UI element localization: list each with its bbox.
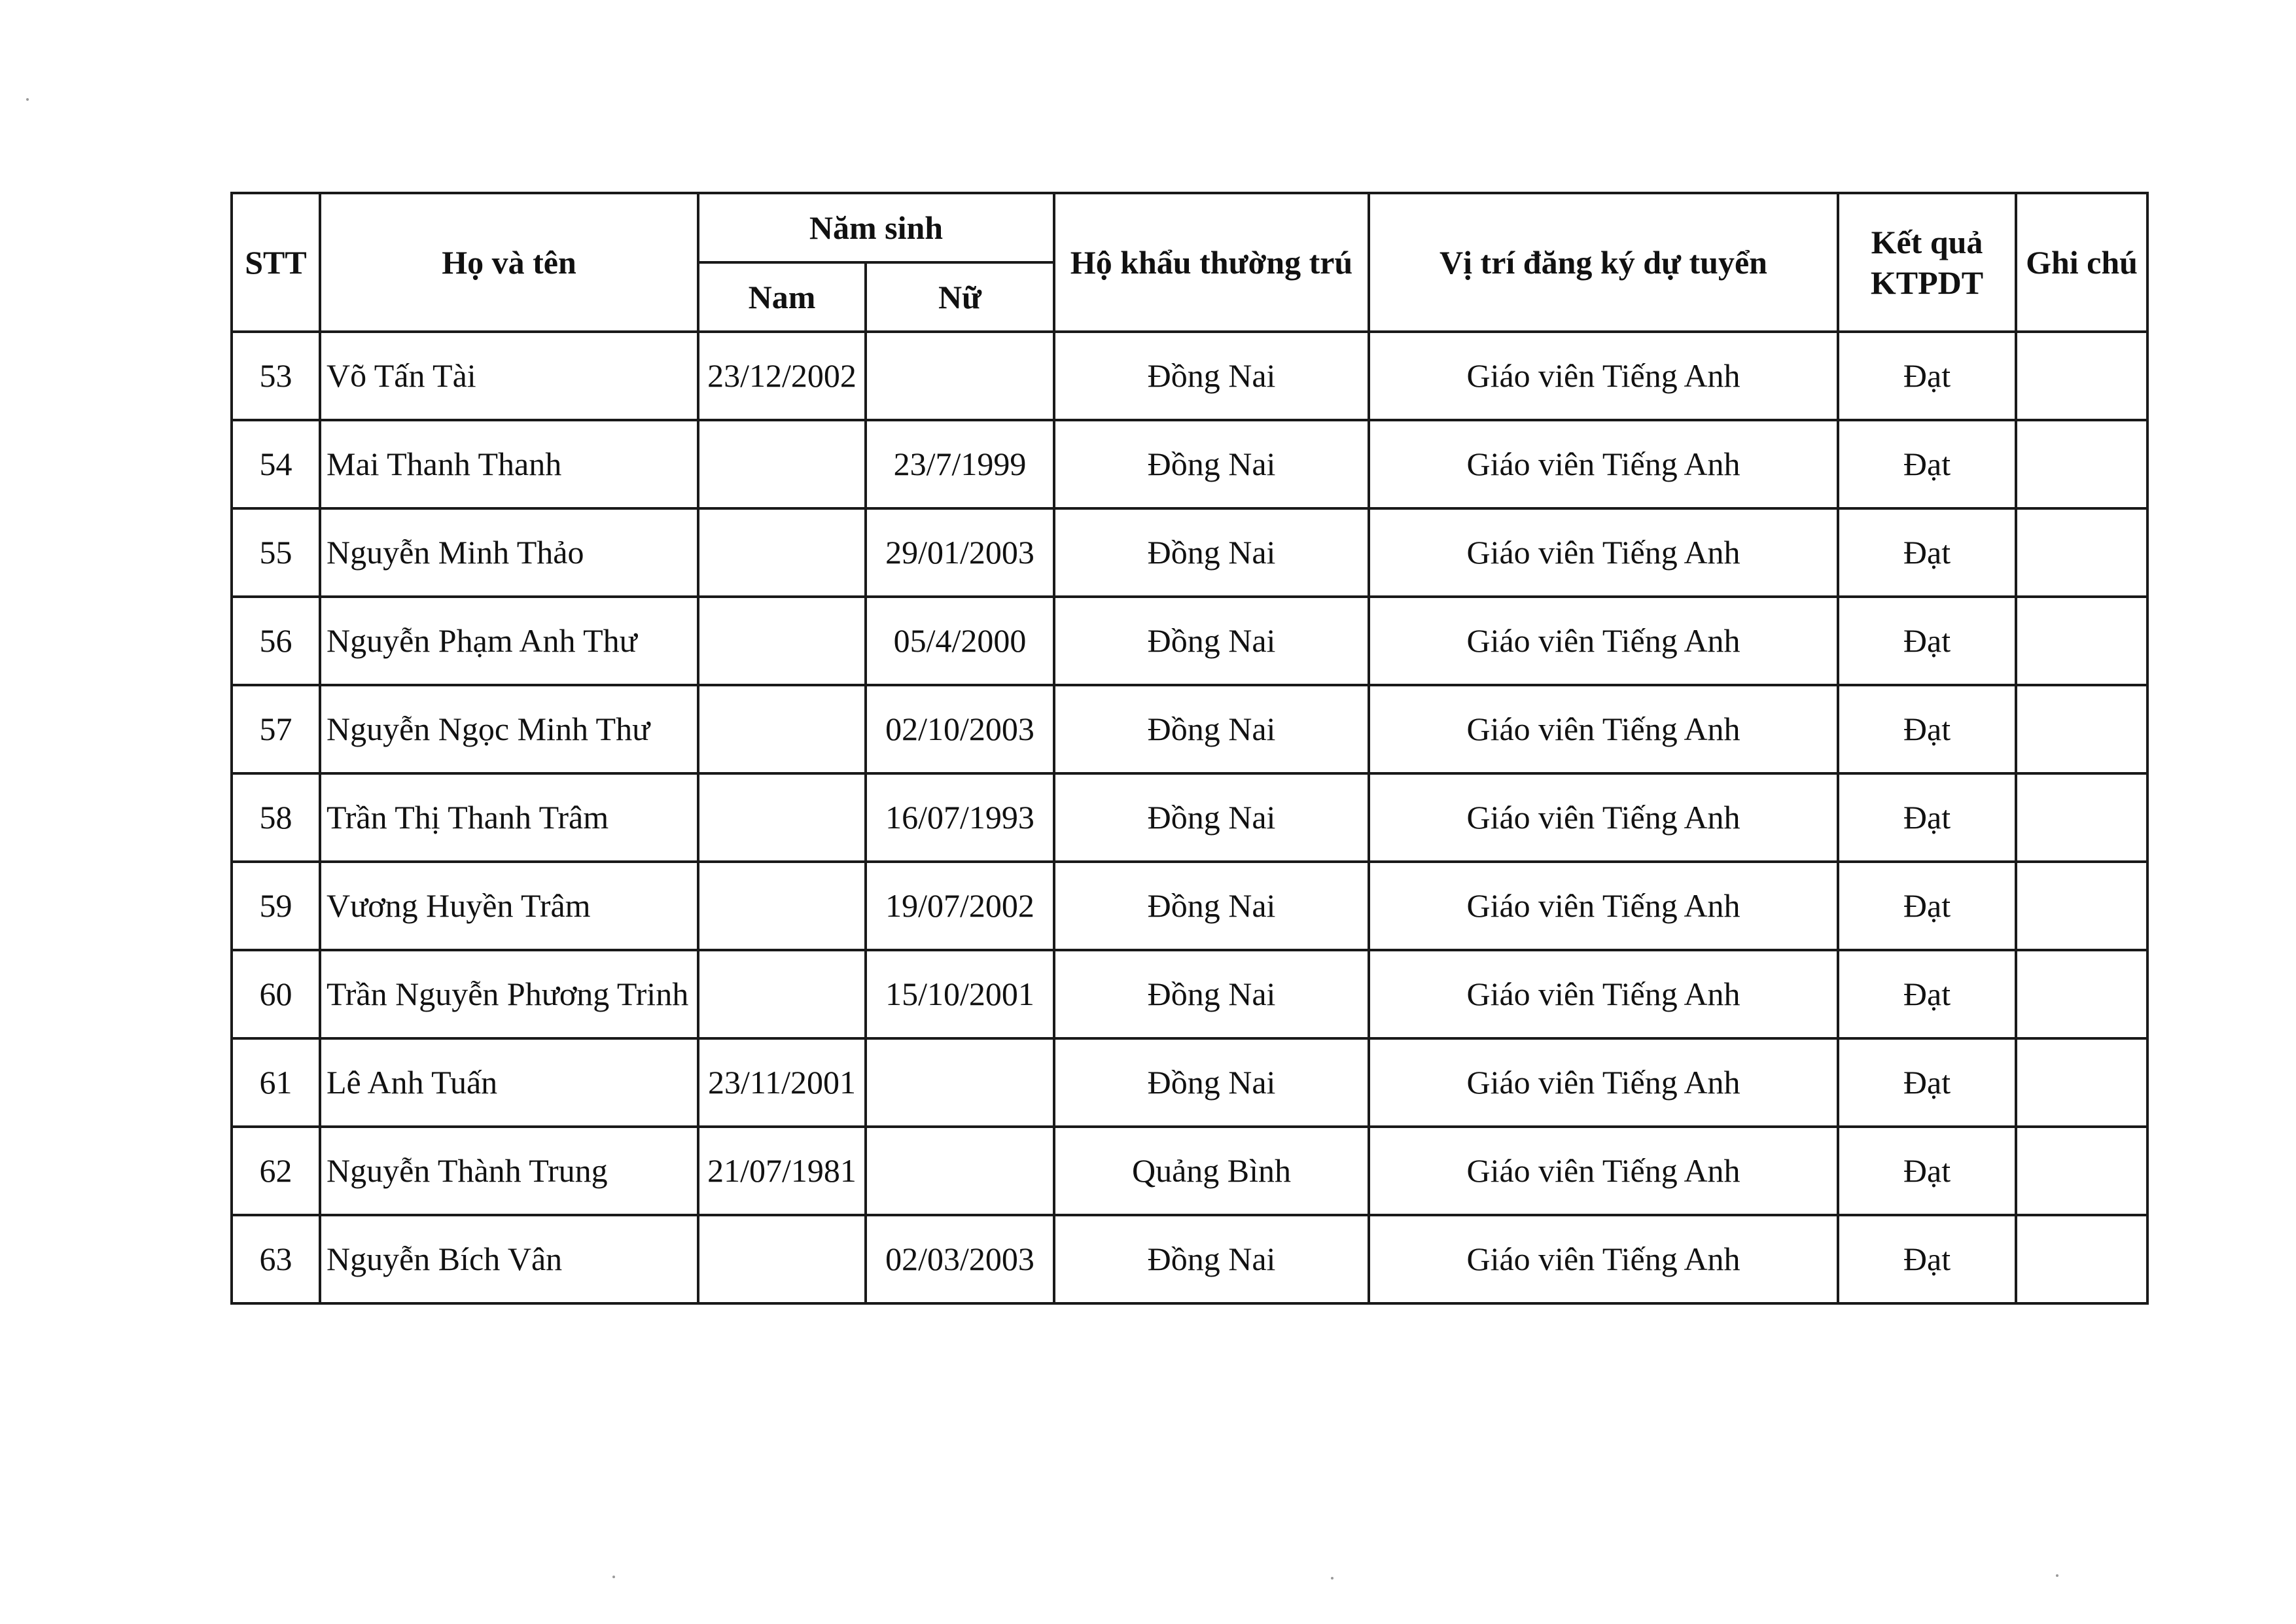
cell-name: Trần Nguyễn Phương Trinh <box>320 950 698 1038</box>
cell-residence: Đồng Nai <box>1054 597 1369 685</box>
header-result-line1: Kết quả <box>1871 223 1983 260</box>
cell-stt: 61 <box>232 1038 320 1127</box>
cell-birth-female: 15/10/2001 <box>866 950 1054 1038</box>
cell-stt: 58 <box>232 773 320 862</box>
table-body <box>232 332 2147 1303</box>
cell-result: Đạt <box>1838 862 2016 950</box>
cell-stt: 57 <box>232 685 320 773</box>
cell-birth-female: 23/7/1999 <box>866 420 1054 508</box>
table-row <box>232 1215 2147 1303</box>
table-row <box>232 1038 2147 1127</box>
cell-name: Nguyễn Bích Vân <box>320 1215 698 1303</box>
cell-note <box>2016 950 2147 1038</box>
cell-result: Đạt <box>1838 508 2016 597</box>
scan-speck <box>2056 1574 2058 1577</box>
cell-result: Đạt <box>1838 950 2016 1038</box>
header-result <box>1838 193 2016 332</box>
cell-note <box>2016 773 2147 862</box>
header-male: Nam <box>698 262 866 332</box>
cell-note <box>2016 508 2147 597</box>
cell-note <box>2016 1215 2147 1303</box>
cell-note <box>2016 862 2147 950</box>
cell-birth-female: 16/07/1993 <box>866 773 1054 862</box>
cell-birth-female: 05/4/2000 <box>866 597 1054 685</box>
cell-residence: Đồng Nai <box>1054 862 1369 950</box>
cell-stt: 59 <box>232 862 320 950</box>
cell-position: Giáo viên Tiếng Anh <box>1369 508 1838 597</box>
cell-birth-female: 02/03/2003 <box>866 1215 1054 1303</box>
header-name: Họ và tên <box>320 193 698 332</box>
table-row <box>232 685 2147 773</box>
cell-name: Nguyễn Phạm Anh Thư <box>320 597 698 685</box>
table-header <box>232 193 2147 332</box>
cell-result: Đạt <box>1838 685 2016 773</box>
cell-birth-female <box>866 332 1054 420</box>
cell-birth-male <box>698 773 866 862</box>
cell-birth-male: 21/07/1981 <box>698 1127 866 1215</box>
cell-birth-female <box>866 1127 1054 1215</box>
cell-stt: 63 <box>232 1215 320 1303</box>
header-female: Nữ <box>866 262 1054 332</box>
cell-birth-male <box>698 950 866 1038</box>
cell-birth-male <box>698 597 866 685</box>
cell-birth-female: 29/01/2003 <box>866 508 1054 597</box>
header-birth-year: Năm sinh <box>698 193 1054 262</box>
cell-stt: 60 <box>232 950 320 1038</box>
header-note: Ghi chú <box>2016 193 2147 332</box>
cell-position: Giáo viên Tiếng Anh <box>1369 1215 1838 1303</box>
scan-speck <box>26 98 29 101</box>
cell-position: Giáo viên Tiếng Anh <box>1369 1038 1838 1127</box>
cell-stt: 55 <box>232 508 320 597</box>
cell-birth-female <box>866 1038 1054 1127</box>
header-position: Vị trí đăng ký dự tuyển <box>1369 193 1838 332</box>
candidate-table <box>230 192 2149 1305</box>
cell-result: Đạt <box>1838 1038 2016 1127</box>
cell-note <box>2016 1038 2147 1127</box>
cell-position: Giáo viên Tiếng Anh <box>1369 1127 1838 1215</box>
table-row <box>232 1127 2147 1215</box>
cell-name: Vương Huyền Trâm <box>320 862 698 950</box>
cell-birth-female: 02/10/2003 <box>866 685 1054 773</box>
cell-name: Lê Anh Tuấn <box>320 1038 698 1127</box>
cell-name: Nguyễn Ngọc Minh Thư <box>320 685 698 773</box>
cell-residence: Quảng Bình <box>1054 1127 1369 1215</box>
cell-position: Giáo viên Tiếng Anh <box>1369 773 1838 862</box>
cell-birth-male <box>698 420 866 508</box>
cell-result: Đạt <box>1838 332 2016 420</box>
cell-birth-male: 23/11/2001 <box>698 1038 866 1127</box>
cell-note <box>2016 1127 2147 1215</box>
table-row <box>232 420 2147 508</box>
cell-residence: Đồng Nai <box>1054 1038 1369 1127</box>
cell-residence: Đồng Nai <box>1054 508 1369 597</box>
cell-position: Giáo viên Tiếng Anh <box>1369 862 1838 950</box>
header-stt: STT <box>232 193 320 332</box>
cell-residence: Đồng Nai <box>1054 950 1369 1038</box>
cell-stt: 56 <box>232 597 320 685</box>
table-row <box>232 950 2147 1038</box>
cell-stt: 62 <box>232 1127 320 1215</box>
cell-result: Đạt <box>1838 1215 2016 1303</box>
cell-name: Nguyễn Thành Trung <box>320 1127 698 1215</box>
cell-result: Đạt <box>1838 597 2016 685</box>
scan-speck <box>1331 1577 1333 1580</box>
scan-speck <box>612 1576 615 1578</box>
cell-note <box>2016 685 2147 773</box>
cell-birth-male <box>698 685 866 773</box>
cell-result: Đạt <box>1838 420 2016 508</box>
cell-residence: Đồng Nai <box>1054 773 1369 862</box>
cell-note <box>2016 597 2147 685</box>
cell-name: Võ Tấn Tài <box>320 332 698 420</box>
cell-birth-male <box>698 508 866 597</box>
cell-residence: Đồng Nai <box>1054 685 1369 773</box>
cell-birth-male: 23/12/2002 <box>698 332 866 420</box>
cell-birth-male <box>698 1215 866 1303</box>
cell-position: Giáo viên Tiếng Anh <box>1369 950 1838 1038</box>
table-row <box>232 862 2147 950</box>
header-result-line2: KTPDT <box>1870 264 1984 301</box>
cell-residence: Đồng Nai <box>1054 1215 1369 1303</box>
cell-position: Giáo viên Tiếng Anh <box>1369 597 1838 685</box>
cell-result: Đạt <box>1838 1127 2016 1215</box>
table-row <box>232 508 2147 597</box>
cell-name: Trần Thị Thanh Trâm <box>320 773 698 862</box>
cell-birth-male <box>698 862 866 950</box>
table-row <box>232 597 2147 685</box>
cell-birth-female: 19/07/2002 <box>866 862 1054 950</box>
header-residence: Hộ khẩu thường trú <box>1054 193 1369 332</box>
cell-stt: 53 <box>232 332 320 420</box>
table-row <box>232 773 2147 862</box>
table-row <box>232 332 2147 420</box>
cell-residence: Đồng Nai <box>1054 332 1369 420</box>
cell-stt: 54 <box>232 420 320 508</box>
cell-name: Nguyễn Minh Thảo <box>320 508 698 597</box>
cell-position: Giáo viên Tiếng Anh <box>1369 332 1838 420</box>
cell-position: Giáo viên Tiếng Anh <box>1369 685 1838 773</box>
cell-residence: Đồng Nai <box>1054 420 1369 508</box>
cell-name: Mai Thanh Thanh <box>320 420 698 508</box>
cell-position: Giáo viên Tiếng Anh <box>1369 420 1838 508</box>
cell-note <box>2016 420 2147 508</box>
cell-result: Đạt <box>1838 773 2016 862</box>
cell-note <box>2016 332 2147 420</box>
